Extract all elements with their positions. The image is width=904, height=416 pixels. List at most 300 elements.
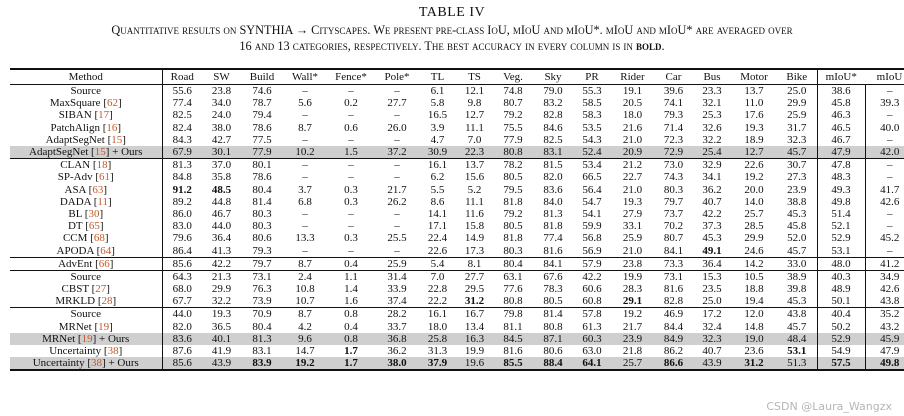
value-cell: 19.4	[744, 295, 764, 308]
value-cell: 82.4	[172, 121, 192, 134]
column-header: mIoU*	[817, 69, 865, 85]
column-header: Method	[10, 69, 162, 85]
value-cell: 42.0	[865, 146, 904, 159]
method-name: ASA	[64, 183, 86, 196]
value-cell: 31.2	[731, 357, 777, 370]
value-cell: 25.4	[693, 146, 731, 159]
value-cell: 78.2	[493, 159, 533, 172]
value-cell: 43.8	[777, 308, 817, 321]
value-cell: 32.3	[787, 133, 807, 146]
value-cell: –	[283, 159, 327, 172]
value-cell: 81.3	[241, 333, 283, 345]
value-cell: 7.0	[419, 270, 456, 283]
value-cell: 83.0	[172, 220, 192, 233]
value-cell: 44.0	[211, 220, 232, 233]
value-cell: 56.4	[582, 183, 602, 196]
value-cell: –	[348, 207, 354, 220]
value-cell: 52.1	[817, 220, 865, 232]
value-cell: 33.0	[777, 257, 817, 270]
value-cell: 55.3	[582, 85, 602, 98]
value-cell: 31.7	[787, 121, 807, 134]
value-cell: 40.7	[702, 195, 722, 208]
value-cell: 16.7	[456, 308, 493, 321]
citation-link[interactable]: 65	[88, 220, 100, 233]
value-cell: 74.6	[252, 85, 272, 98]
citation-link[interactable]: 38	[107, 345, 119, 358]
value-cell: 14.8	[744, 320, 764, 333]
method-name: SP-Adv	[57, 171, 93, 184]
method-cell: DADA [11]	[10, 196, 162, 208]
value-cell: 58.3	[582, 109, 602, 122]
value-cell: 78.7	[252, 97, 272, 110]
value-cell: 54.1	[582, 207, 602, 220]
value-cell: 5.8	[430, 97, 445, 110]
value-cell: –	[327, 159, 375, 172]
value-cell: 81.1	[503, 320, 523, 333]
citation-link[interactable]: 18	[96, 159, 108, 172]
citation-link[interactable]: 17	[98, 109, 110, 122]
value-cell: 16.1	[419, 159, 456, 172]
value-cell: 80.4	[493, 257, 533, 270]
method-name: CBST	[61, 283, 89, 296]
value-cell: 78.6	[252, 171, 272, 184]
value-cell: 32.2	[211, 295, 232, 308]
method-cell: AdaptSegNet [15] + Ours	[10, 146, 162, 159]
method-cell: MRNet [19] + Ours	[10, 333, 162, 345]
value-cell: 6.1	[430, 85, 445, 98]
value-cell: 18.9	[744, 133, 764, 146]
value-cell: –	[394, 85, 400, 98]
value-cell: 1.7	[344, 345, 358, 358]
value-cell: 1.5	[327, 146, 375, 159]
value-cell: 84.9	[654, 333, 693, 345]
value-cell: 24.6	[744, 244, 764, 257]
value-cell: 89.2	[172, 195, 192, 208]
table-row	[10, 146, 904, 159]
method-cell	[10, 85, 162, 98]
value-cell: 26.0	[387, 121, 407, 134]
table-row	[10, 109, 904, 121]
value-cell: 12.7	[731, 146, 777, 159]
value-cell: 76.3	[252, 283, 272, 296]
value-cell: 83.9	[241, 357, 283, 370]
value-cell: 41.3	[211, 244, 232, 257]
value-cell: 46.7	[817, 134, 865, 146]
value-cell: 54.7	[582, 195, 602, 208]
value-cell: 0.8	[327, 308, 375, 321]
value-cell: 79.3	[252, 244, 272, 257]
value-cell: 32.3	[693, 333, 731, 345]
value-cell: 63.1	[493, 270, 533, 283]
value-cell: 73.9	[252, 295, 272, 308]
value-cell: 40.1	[202, 333, 241, 345]
value-cell: 86.0	[172, 207, 192, 220]
value-cell: 50.1	[817, 295, 865, 308]
value-cell: 84.5	[493, 333, 533, 345]
value-cell: 41.7	[865, 184, 904, 196]
value-cell: 81.8	[503, 232, 523, 245]
citation-link[interactable]: 68	[93, 232, 105, 245]
value-cell: 73.1	[241, 270, 283, 283]
value-cell: 47.9	[865, 345, 904, 357]
value-cell: 29.9	[211, 283, 232, 296]
value-cell: 36.4	[693, 257, 731, 270]
value-cell: 33.1	[622, 220, 643, 233]
value-cell: –	[394, 207, 400, 220]
value-cell: –	[302, 220, 308, 233]
method-name: MRNet	[58, 320, 92, 333]
value-cell: 39.3	[865, 97, 904, 109]
value-cell: 25.7	[744, 207, 764, 220]
value-cell: 85.6	[162, 357, 202, 370]
value-cell: 45.7	[787, 320, 807, 333]
value-cell: 16.5	[427, 109, 448, 122]
citation-link[interactable]: 61	[99, 171, 111, 184]
value-cell: 80.8	[543, 320, 563, 333]
method-cell: CBST [27]	[10, 283, 162, 295]
method-name: Source	[70, 85, 102, 98]
value-cell: 42.6	[865, 196, 904, 208]
value-cell: 23.6	[744, 345, 764, 358]
value-cell: –	[348, 171, 354, 184]
value-cell: 80.3	[252, 207, 272, 220]
value-cell: 19.9	[611, 270, 654, 283]
value-cell: 34.1	[702, 171, 722, 184]
value-cell: 15.6	[464, 171, 485, 184]
caption-lead: Quantitative results on	[111, 23, 237, 37]
value-cell: 85.6	[162, 257, 202, 270]
citation-link[interactable]: 64	[100, 244, 112, 257]
value-cell: 36.8	[375, 333, 419, 345]
value-cell: 80.1	[241, 159, 283, 172]
value-cell: 85.5	[493, 357, 533, 370]
value-cell: 79.3	[663, 109, 684, 122]
value-cell: 80.5	[503, 171, 523, 184]
value-cell: 87.6	[172, 345, 192, 358]
value-cell: 14.7	[295, 345, 315, 358]
caption-bold-word: bold	[636, 39, 662, 53]
method-cell: MRKLD [28]	[10, 295, 162, 308]
value-cell: 48.9	[817, 283, 865, 295]
value-cell: 56.9	[582, 244, 602, 257]
value-cell: 18.8	[744, 283, 764, 296]
value-cell: –	[302, 133, 308, 146]
method-name: DT	[67, 220, 83, 233]
value-cell: 0.4	[327, 257, 375, 270]
value-cell: 25.9	[787, 109, 807, 122]
value-cell: 31.3	[427, 345, 448, 358]
value-cell: 79.2	[503, 109, 523, 122]
value-cell: 9.6	[283, 333, 327, 345]
method-name: AdvEnt	[58, 257, 93, 270]
column-header: Road	[170, 71, 194, 83]
citation-link[interactable]: 66	[98, 257, 110, 270]
value-cell: 44.0	[162, 308, 202, 321]
value-cell: 32.1	[702, 97, 722, 110]
value-cell: 25.5	[387, 232, 407, 245]
citation-link[interactable]: 19	[98, 320, 110, 333]
value-cell: 20.9	[611, 146, 654, 159]
column-header: Bike	[786, 71, 808, 83]
value-cell: 60.6	[582, 283, 602, 296]
value-cell: 48.0	[817, 257, 865, 270]
value-cell: 1.7	[327, 357, 375, 370]
value-cell: 36.5	[211, 320, 232, 333]
table-row	[10, 333, 904, 345]
value-cell: 55.6	[172, 85, 192, 98]
value-cell: 23.9	[611, 333, 654, 345]
value-cell: 19.2	[611, 308, 654, 321]
value-cell: 21.7	[622, 320, 643, 333]
value-cell: 77.4	[543, 232, 563, 245]
citation-link[interactable]: 16	[106, 121, 118, 134]
value-cell: 19.9	[464, 345, 485, 358]
value-cell: 84.0	[543, 195, 563, 208]
value-cell: 45.8	[817, 97, 865, 109]
value-cell: 17.6	[744, 109, 764, 122]
value-cell: 81.4	[533, 308, 573, 321]
column-header: Rider	[620, 71, 645, 83]
value-cell: 11.1	[465, 121, 484, 134]
value-cell: 82.8	[663, 295, 684, 308]
value-cell: 59.9	[582, 220, 602, 233]
value-cell: 22.8	[427, 283, 448, 296]
value-cell: –	[348, 244, 354, 257]
method-name: CCM	[62, 232, 88, 245]
value-cell: 25.9	[622, 232, 643, 245]
value-cell: 38.0	[375, 357, 419, 370]
value-cell: 80.7	[503, 97, 523, 110]
value-cell: 21.0	[622, 244, 643, 257]
value-cell: 43.2	[865, 321, 904, 333]
citation-link[interactable]: 19	[81, 332, 93, 345]
value-cell: 86.2	[663, 345, 684, 358]
value-cell: 82.5	[543, 133, 563, 146]
value-cell: 12.7	[464, 109, 485, 122]
value-cell: 11.1	[465, 195, 484, 208]
value-cell: 10.5	[731, 270, 777, 283]
column-header: Fence*	[335, 71, 367, 83]
method-name: MRKLD	[55, 295, 96, 308]
value-cell: 45.3	[787, 295, 807, 308]
value-cell: 81.6	[543, 244, 563, 257]
citation-link[interactable]: 30	[88, 207, 100, 220]
table-row	[10, 220, 904, 232]
value-cell: –	[302, 171, 308, 184]
citation-link[interactable]: 63	[92, 183, 104, 196]
value-cell: 40.7	[702, 345, 722, 358]
value-cell: 28.3	[622, 283, 643, 296]
value-cell: 73.0	[654, 159, 693, 172]
value-cell: 19.2	[744, 171, 764, 184]
value-cell: 36.2	[702, 183, 722, 196]
value-cell: 83.2	[543, 97, 563, 110]
value-cell: 6.8	[298, 195, 312, 208]
value-cell: 48.5	[211, 183, 232, 196]
value-cell: 43.9	[202, 357, 241, 370]
value-cell: 17.3	[464, 244, 485, 257]
value-cell: 82.5	[172, 109, 192, 122]
value-cell: 43.8	[865, 295, 904, 308]
citation-link[interactable]: 28	[101, 295, 113, 308]
value-cell: 81.6	[503, 345, 523, 358]
value-cell: 1.4	[344, 283, 358, 296]
value-cell: 80.5	[543, 295, 563, 308]
table-row	[10, 295, 904, 308]
method-name: Uncertainty	[32, 357, 85, 370]
column-header: Pole*	[384, 71, 410, 83]
table-row	[10, 308, 904, 321]
value-cell: 45.9	[865, 333, 904, 345]
value-cell: 46.7	[211, 207, 232, 220]
value-cell: 80.3	[663, 183, 684, 196]
value-cell: 77.9	[241, 146, 283, 159]
value-cell: –	[348, 220, 354, 233]
value-cell: 77.5	[252, 133, 272, 146]
column-header: Sky	[544, 71, 562, 83]
method-cell: SIBAN [17]	[10, 109, 162, 121]
method-cell: PatchAlign [16]	[10, 122, 162, 134]
table-row	[10, 270, 904, 283]
value-cell: 57.8	[573, 308, 611, 321]
value-cell: 70.2	[663, 220, 684, 233]
value-cell: 19.3	[202, 308, 241, 321]
value-cell: 26.2	[387, 195, 407, 208]
column-header: TL	[430, 71, 445, 83]
value-cell: 13.7	[456, 159, 493, 172]
value-cell: 79.6	[172, 232, 192, 245]
value-cell: –	[865, 109, 904, 121]
column-header: mIoU	[876, 71, 903, 83]
value-cell: 31.2	[464, 295, 485, 308]
method-name: APODA	[56, 244, 94, 257]
value-cell: 21.3	[202, 270, 241, 283]
citation-link[interactable]: 38	[91, 357, 103, 370]
value-cell: 73.7	[663, 207, 684, 220]
table-row	[10, 357, 904, 370]
table-row	[10, 321, 904, 333]
value-cell: 80.6	[252, 232, 272, 245]
value-cell: 79.7	[663, 195, 684, 208]
value-cell: 81.3	[543, 207, 563, 220]
value-cell: 19.2	[283, 357, 327, 370]
value-cell: 74.3	[663, 171, 684, 184]
value-cell: 22.4	[427, 232, 448, 245]
method-cell: MaxSquare [62]	[10, 97, 162, 109]
value-cell: 84.6	[543, 121, 563, 134]
method-name: DADA	[59, 195, 91, 208]
value-cell: –	[865, 159, 904, 172]
value-cell: 5.6	[298, 97, 312, 110]
value-cell: 79.2	[503, 207, 523, 220]
caption-line2: 16 and 13 categories, respectively. The best accuracy in every column is in	[239, 39, 633, 53]
value-cell: 78.6	[252, 121, 272, 134]
value-cell: 71.4	[663, 121, 684, 134]
value-cell: 80.8	[503, 295, 523, 308]
value-cell: 16.1	[419, 308, 456, 321]
column-header: TS	[468, 71, 481, 83]
value-cell: –	[348, 133, 354, 146]
value-cell: 84.4	[663, 320, 684, 333]
value-cell: 40.0	[865, 122, 904, 134]
value-cell: 83.6	[162, 333, 202, 345]
method-name: CLAN	[60, 159, 91, 172]
value-cell: 8.7	[298, 121, 312, 134]
value-cell: 41.9	[211, 345, 232, 358]
value-cell: 30.9	[419, 146, 456, 159]
value-cell: 28.2	[375, 308, 419, 321]
table-row	[10, 208, 904, 220]
value-cell: 52.9	[817, 232, 865, 244]
citation-link[interactable]: 62	[106, 97, 118, 110]
value-cell: 39.6	[663, 85, 684, 98]
value-cell: –	[394, 109, 400, 122]
value-cell: 11.6	[465, 207, 484, 220]
value-cell: 38.0	[211, 121, 232, 134]
value-cell: 75.5	[503, 121, 523, 134]
value-cell: 6.2	[430, 171, 445, 184]
method-cell: Uncertainty [38] + Ours	[10, 357, 162, 370]
value-cell: –	[865, 244, 904, 257]
value-cell: 25.7	[611, 357, 654, 370]
value-cell: 23.8	[611, 257, 654, 270]
value-cell: 5.5	[430, 183, 445, 196]
value-cell: 19.1	[622, 85, 643, 98]
column-header: Veg.	[503, 71, 523, 83]
value-cell: 0.3	[344, 183, 358, 196]
value-cell: 66.5	[582, 171, 602, 184]
value-cell: 50.2	[817, 321, 865, 333]
value-cell: 29.9	[744, 232, 764, 245]
value-cell: 14.2	[731, 257, 777, 270]
value-cell: 45.7	[777, 146, 817, 159]
value-cell: 36.2	[387, 345, 407, 358]
value-cell: 45.7	[787, 244, 807, 257]
caption-line1: SYNTHIA → Cityscapes. We present pre-class IoU, mIoU and mIoU*. mIoU and mIoU* are averaged over	[239, 23, 793, 37]
value-cell: 0.3	[344, 195, 358, 208]
value-cell: 9.8	[467, 97, 482, 110]
value-cell: –	[302, 85, 308, 98]
value-cell: 33.7	[387, 320, 407, 333]
citation-link[interactable]: 11	[97, 195, 108, 208]
method-name: SIBAN	[58, 109, 92, 122]
method-name: MRNet	[42, 332, 76, 345]
value-cell: –	[865, 85, 904, 98]
value-cell: 42.7	[211, 133, 232, 146]
value-cell: 45.8	[787, 220, 807, 233]
value-cell: 72.9	[654, 146, 693, 159]
method-cell: MRNet [19]	[10, 321, 162, 333]
citation-link[interactable]: 15	[94, 146, 106, 159]
value-cell: 72.3	[663, 133, 684, 146]
table-row	[10, 244, 904, 257]
value-cell: 83.6	[543, 183, 563, 196]
value-cell: 77.9	[503, 133, 523, 146]
column-header: Bus	[703, 71, 721, 83]
citation-link[interactable]: 15	[111, 133, 123, 146]
value-cell: 79.5	[503, 183, 523, 196]
column-header: Motor	[740, 71, 768, 83]
value-cell: 44.8	[211, 195, 232, 208]
value-cell: 3.9	[430, 121, 445, 134]
value-cell: 52.4	[573, 146, 611, 159]
value-cell: 40.3	[817, 270, 865, 283]
value-cell: 81.8	[543, 220, 563, 233]
method-name: Uncertainty	[49, 345, 102, 358]
value-cell: 22.6	[427, 244, 448, 257]
citation-link[interactable]: 27	[95, 283, 107, 296]
value-cell: 42.6	[865, 283, 904, 295]
